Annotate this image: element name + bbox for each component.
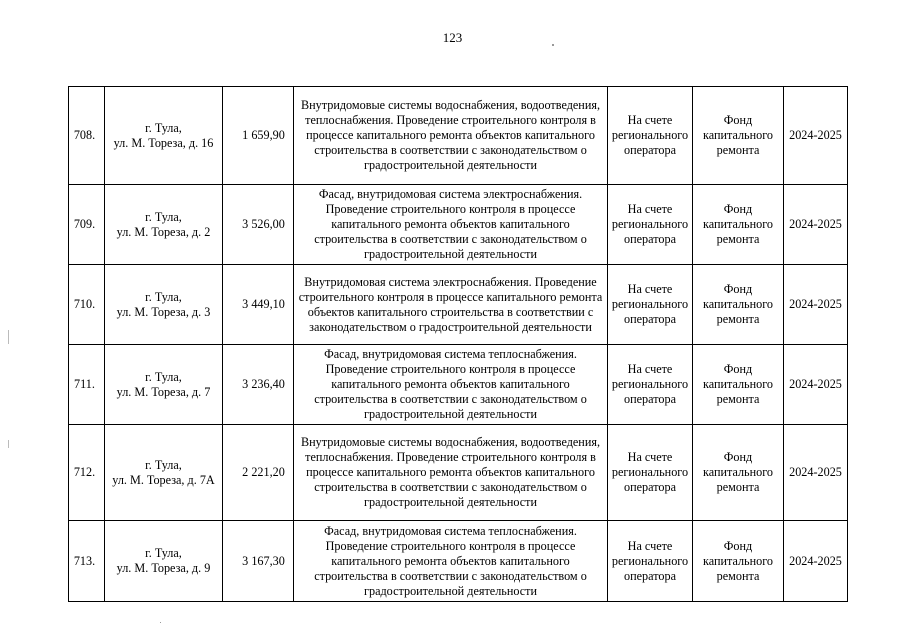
address-street: ул. М. Тореза, д. 3: [116, 304, 211, 319]
address-city: г. Тула,: [145, 546, 182, 560]
address-city: г. Тула,: [145, 209, 182, 224]
scan-speck: [552, 44, 554, 46]
account-cell: На счете регионального оператора: [608, 521, 693, 602]
account-cell: На счете регионального оператора: [608, 185, 693, 265]
period-cell: 2024-2025: [784, 521, 848, 602]
table-row: [69, 265, 848, 345]
address-city: г. Тула,: [145, 457, 182, 472]
account-cell: На счете регионального оператора: [608, 345, 693, 425]
account-cell: На счете регионального оператора: [608, 425, 693, 521]
address-street: ул. М. Тореза, д. 7: [116, 384, 211, 399]
period-cell: 2024-2025: [784, 425, 848, 521]
address-city: г. Тула,: [145, 289, 182, 304]
works-description: Фасад, внутридомовая система теплоснабжения. Проведение строительного контроля в процессе капитального ремонта объектов капитального строительства в соответствии с законодательством о градостроительной деятельности: [294, 345, 608, 425]
works-description: Фасад, внутридомовая система электроснабжения. Проведение строительного контроля в процессе капитального ремонта объектов капитального строительства в соответствии с законодательством о градостроительной деятельности: [294, 185, 608, 265]
table-row: [69, 521, 848, 602]
funding-source-cell: Фонд капитального ремонта: [693, 265, 784, 345]
table-row: [69, 185, 848, 265]
address-street: ул. М. Тореза, д. 9: [116, 561, 211, 575]
page-number: 123: [442, 30, 463, 45]
cost-cell: 1 659,90: [223, 87, 294, 185]
address-street: ул. М. Тореза, д. 2: [116, 224, 211, 239]
table-row: [69, 87, 848, 185]
period-cell: 2024-2025: [784, 185, 848, 265]
funding-source-cell: Фонд капитального ремонта: [693, 185, 784, 265]
address-street: ул. М. Тореза, д. 16: [113, 135, 214, 150]
row-number: 711.: [69, 345, 105, 425]
funding-source-cell: Фонд капитального ремонта: [693, 425, 784, 521]
address-cell: [105, 345, 223, 425]
period-cell: 2024-2025: [784, 87, 848, 185]
address-cell: [105, 265, 223, 345]
table-row: [69, 345, 848, 425]
row-number: 708.: [69, 87, 105, 185]
funding-source-cell: Фонд капитального ремонта: [693, 345, 784, 425]
row-number: 712.: [69, 425, 105, 521]
account-cell: На счете регионального оператора: [608, 265, 693, 345]
address-city: г. Тула,: [145, 369, 182, 384]
address-cell: [105, 521, 223, 602]
works-description: Фасад, внутридомовая система теплоснабжения. Проведение строительного контроля в процессе капитального ремонта объектов капитального строительства в соответствии с законодательством о градостроительной деятельности: [294, 521, 608, 602]
period-cell: 2024-2025: [784, 345, 848, 425]
account-cell: На счете регионального оператора: [608, 87, 693, 185]
works-description: Внутридомовые системы водоснабжения, водоотведения, теплоснабжения. Проведение строительного контроля в процессе капитального ремонта объектов капитального строительства в соответствии с законодательством о градостроительной деятельности: [294, 87, 608, 185]
cost-cell: 3 526,00: [223, 185, 294, 265]
table-row: [69, 425, 848, 521]
funding-source-cell: Фонд капитального ремонта: [693, 87, 784, 185]
row-number: 713.: [69, 521, 105, 602]
cost-cell: 3 236,40: [223, 345, 294, 425]
works-description: Внутридомовые системы водоснабжения, водоотведения, теплоснабжения. Проведение строительного контроля в процессе капитального ремонта объектов капитального строительства в соответствии с законодательством о градостроительной деятельности: [294, 425, 608, 521]
address-cell: [105, 185, 223, 265]
row-number: 709.: [69, 185, 105, 265]
works-description: Внутридомовая система электроснабжения. Проведение строительного контроля в процессе капитального ремонта объектов капитального строительства в соответствии с законодательством о градостроительной деятельности: [294, 265, 608, 345]
address-cell: [105, 87, 223, 185]
address-city: г. Тула,: [145, 120, 182, 135]
cost-cell: 2 221,20: [223, 425, 294, 521]
address-cell: [105, 425, 223, 521]
cost-cell: 3 167,30: [223, 521, 294, 602]
funding-source-cell: Фонд капитального ремонта: [693, 521, 784, 602]
scan-speck: [8, 440, 9, 448]
scan-speck: [160, 622, 161, 623]
row-number: 710.: [69, 265, 105, 345]
cost-cell: 3 449,10: [223, 265, 294, 345]
works-table: [68, 86, 848, 602]
scan-speck: [8, 330, 9, 344]
address-street: ул. М. Тореза, д. 7А: [112, 472, 215, 487]
period-cell: 2024-2025: [784, 265, 848, 345]
